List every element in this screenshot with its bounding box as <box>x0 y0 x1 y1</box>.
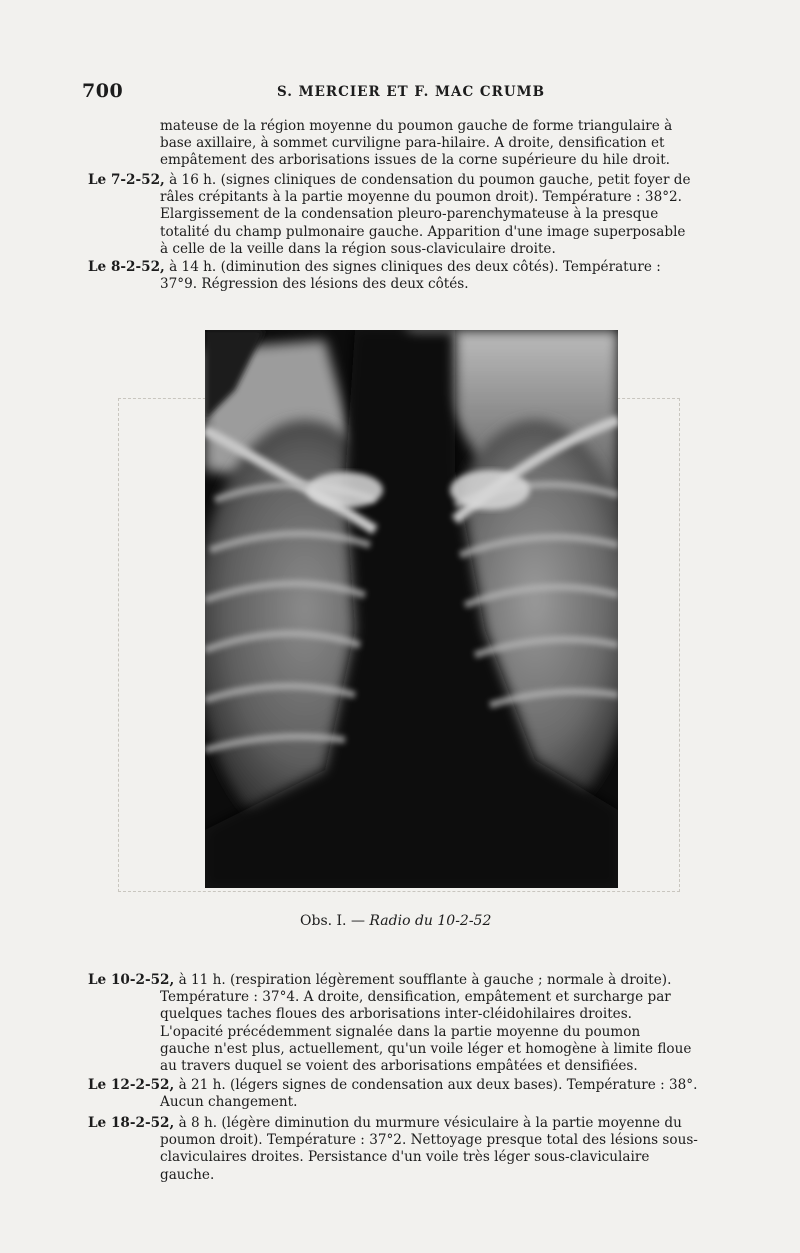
entry-date: Le 10-2-52, <box>88 972 175 988</box>
entry-8-2-52 <box>88 259 728 293</box>
text-line: Le 7-2-52, à 16 h. (signes cliniques de condensation du poumon gauche, petit foyer de <box>88 172 691 188</box>
figure-caption <box>300 913 491 929</box>
caption-title: Radio du 10-2-52 <box>369 913 492 929</box>
running-head: S. MERCIER ET F. MAC CRUMB <box>277 84 546 100</box>
text-line: totalité du champ pulmonaire gauche. Apparition d'une image superposable <box>160 223 686 240</box>
page-header <box>82 78 732 106</box>
text-line: râles crépitants à la partie moyenne du poumon droit). Température : 38°2. <box>160 189 682 206</box>
entry-7-2-52 <box>88 172 728 258</box>
page-number: 700 <box>82 80 124 102</box>
text-line: Le 12-2-52, à 21 h. (légers signes de condensation aux deux bases). Température : 38°. <box>88 1077 698 1093</box>
text-line: Le 8-2-52, à 14 h. (diminution des signes cliniques des deux côtés). Température : <box>88 259 661 275</box>
caption-prefix: Obs. I. — <box>300 913 365 929</box>
entry-10-2-52 <box>88 972 728 1075</box>
text-line: poumon droit). Température : 37°2. Nettoyage presque total des lésions sous- <box>160 1132 698 1149</box>
text-line: Aucun changement. <box>160 1094 298 1111</box>
text-line: à celle de la veille dans la région sous-claviculaire droite. <box>160 240 556 257</box>
text-line: claviculaires droites. Persistance d'un voile très léger sous-claviculaire <box>160 1149 650 1166</box>
entry-date: Le 18-2-52, <box>88 1115 175 1131</box>
radiograph-image <box>205 330 618 888</box>
entry-date: Le 12-2-52, <box>88 1077 175 1093</box>
text-line: gauche n'est plus, actuellement, qu'un voile léger et homogène à limite floue <box>160 1040 692 1057</box>
text-line: 37°9. Régression des lésions des deux côtés. <box>160 276 469 293</box>
text-line: mateuse de la région moyenne du poumon gauche de forme triangulaire à <box>160 118 673 134</box>
text-line: quelques taches floues des arborisations inter-cléidohilaires droites. <box>160 1006 632 1023</box>
text-line: au travers duquel se voient des arborisations empâtées et densifiées. <box>160 1057 638 1074</box>
text-line: Température : 37°4. A droite, densification, empâtement et surcharge par <box>160 989 671 1006</box>
text-line: L'opacité précédemment signalée dans la partie moyenne du poumon <box>160 1023 641 1040</box>
text-line: Le 18-2-52, à 8 h. (légère diminution du murmure vésiculaire à la partie moyenne du <box>88 1115 682 1131</box>
entry-date: Le 7-2-52, <box>88 172 165 188</box>
entry-12-2-52 <box>88 1077 728 1111</box>
chest-radiograph <box>205 330 618 888</box>
text-line: base axillaire, à sommet curviligne para-hilaire. A droite, densification et <box>160 135 665 152</box>
entry-date: Le 8-2-52, <box>88 259 165 275</box>
text-line: Le 10-2-52, à 11 h. (respiration légèrement soufflante à gauche ; normale à droite). <box>88 972 672 988</box>
top-paragraph <box>88 118 728 170</box>
text-line: gauche. <box>160 1166 215 1183</box>
text-line: Elargissement de la condensation pleuro-parenchymateuse à la presque <box>160 206 659 223</box>
text-line: empâtement des arborisations issues de la corne supérieure du hile droit. <box>160 152 670 169</box>
entry-18-2-52 <box>88 1115 728 1184</box>
